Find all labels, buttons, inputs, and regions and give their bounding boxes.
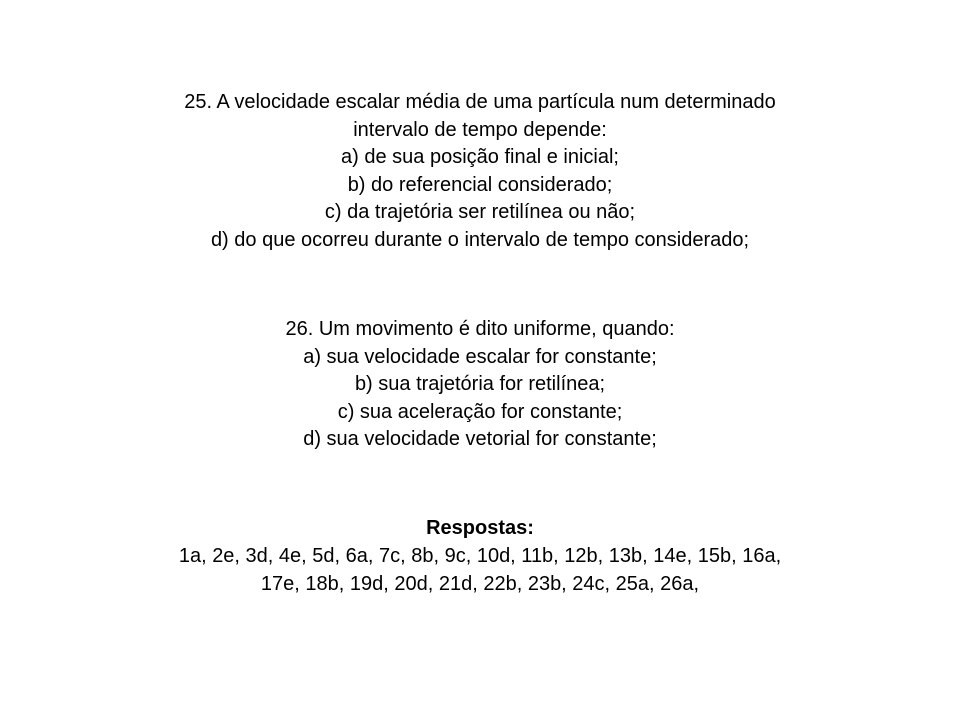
answer-key — [80, 514, 880, 598]
question-25-option-a: a) de sua posição final e inicial; — [341, 146, 619, 168]
question-25-option-c: c) da trajetória ser retilínea ou não; — [324, 201, 636, 223]
question-26 — [100, 316, 860, 454]
answer-key-line-1: 1a, 2e, 3d, 4e, 5d, 6a, 7c, 8b, 9c, 10d, 11b, 12b, 13b, 14e, 15b, 16a, — [178, 545, 782, 567]
question-26-option-d: d) sua velocidade vetorial for constante; — [303, 428, 657, 450]
question-25 — [100, 89, 860, 254]
question-26-option-a: a) sua velocidade escalar for constante; — [303, 345, 657, 368]
question-26-stem: 26. Um movimento é dito uniforme, quando: — [285, 318, 675, 340]
answer-key-line-2: 17e, 18b, 19d, 20d, 21d, 22b, 23b, 24c, 25a, 26a, — [260, 573, 700, 595]
question-25-stem-line-1: 25. A velocidade escalar média de uma partícula num determinado — [184, 91, 776, 113]
question-25-option-d: d) do que ocorreu durante o intervalo de tempo considerado; — [210, 228, 750, 251]
question-26-option-c: c) sua aceleração for constante; — [337, 400, 623, 423]
answer-key-heading: Respostas: — [426, 517, 534, 539]
question-26-option-b: b) sua trajetória for retilínea; — [354, 373, 606, 395]
question-25-stem-line-2: intervalo de tempo depende: — [353, 118, 607, 141]
question-25-option-b: b) do referencial considerado; — [347, 173, 613, 196]
